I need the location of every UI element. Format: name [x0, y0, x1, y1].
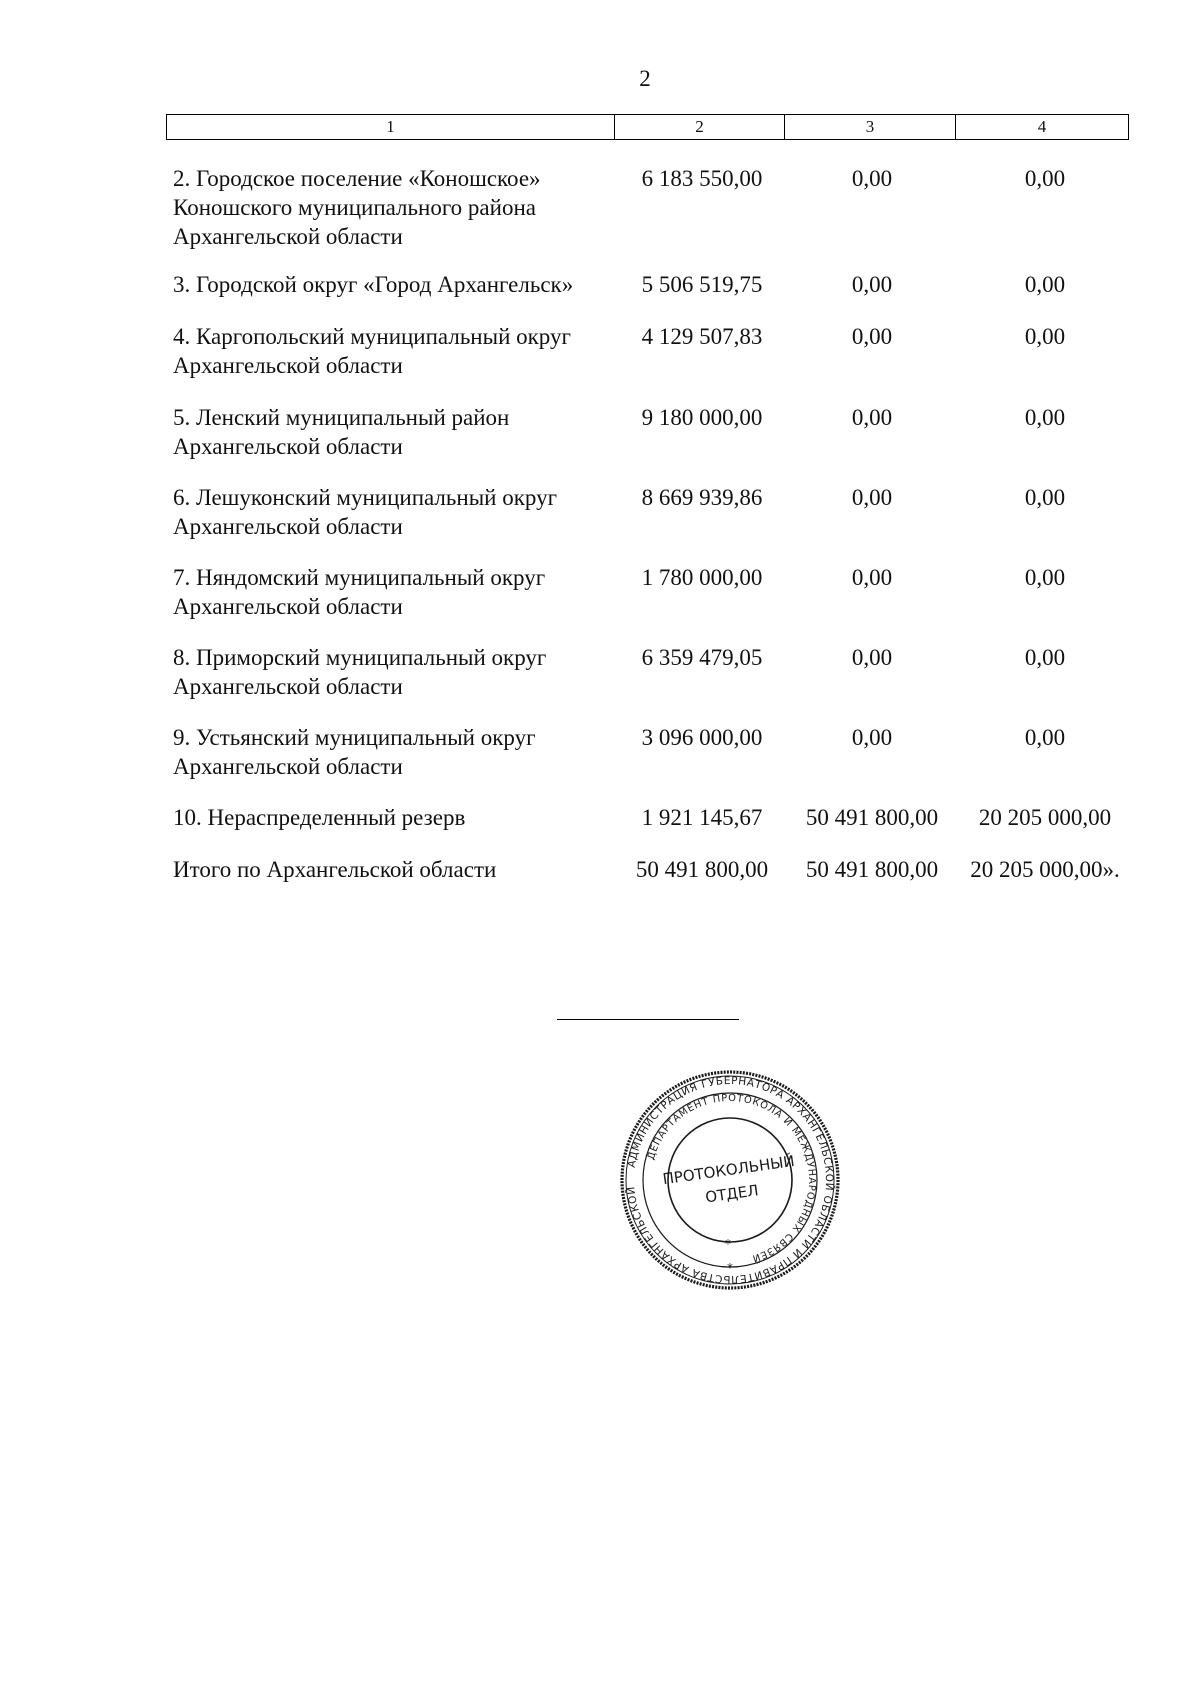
row-name-line: 6. Лешуконский муниципальный округ [173, 485, 558, 510]
row-name [173, 483, 613, 541]
row-name-line: 5. Ленский муниципальный район [173, 405, 510, 430]
row-value-col3: 50 491 800,00 [805, 857, 939, 882]
row-value-col2: 6 359 479,05 [641, 645, 763, 670]
row-value-col3: 0,00 [851, 485, 893, 510]
row-value-col2: 3 096 000,00 [641, 725, 763, 750]
column-header-1: 1 [167, 115, 615, 140]
stamp-inner-text: ДЕПАРТАМЕНТ ПРОТОКОЛА И МЕЖДУНАРОДНЫХ СВЯЗЕЙ [645, 1092, 818, 1264]
row-value-col4: 20 205 000,00 [978, 805, 1112, 830]
row-value-col2: 1 780 000,00 [641, 565, 763, 590]
row-name-line: 4. Каргопольский муниципальный округ [173, 324, 571, 349]
row-name-line: Архангельской области [173, 674, 403, 699]
row-value-col4: 0,00 [1024, 725, 1066, 750]
stamp-seal-icon [617, 1067, 843, 1293]
row-name [173, 855, 613, 884]
row-name-line: 8. Приморский муниципальный округ [173, 645, 547, 670]
row-value-col4: 0,00 [1024, 405, 1066, 430]
page-number: 2 [639, 66, 651, 91]
closing-rule [557, 1019, 739, 1020]
row-name [173, 403, 613, 461]
row-name [173, 270, 613, 299]
stamp-center-line-1: ПРОТОКОЛЬНЫЙ [661, 1151, 796, 1189]
row-name [173, 643, 613, 701]
row-value-col4: 0,00 [1024, 645, 1066, 670]
row-value-col2: 5 506 519,75 [641, 272, 763, 297]
official-stamp [617, 1067, 843, 1293]
row-value-col2: 9 180 000,00 [641, 405, 763, 430]
row-name-line: 10. Нераспределенный резерв [173, 805, 466, 830]
row-name-line: Коношского муниципального района [173, 195, 536, 220]
column-number-header [166, 114, 1129, 140]
row-value-col3: 0,00 [851, 565, 893, 590]
row-value-col2: 8 669 939,86 [641, 485, 763, 510]
row-name-line: Архангельской области [173, 353, 403, 378]
row-value-col4: 0,00 [1024, 166, 1066, 191]
row-name [173, 563, 613, 621]
row-name [173, 723, 613, 781]
row-value-col4: 0,00 [1024, 485, 1066, 510]
row-value-col2: 50 491 800,00 [635, 857, 769, 882]
stamp-star-icon: * [725, 1237, 731, 1251]
row-name-line: Архангельской области [173, 224, 403, 249]
row-value-col2: 4 129 507,83 [641, 324, 763, 349]
row-value-col2: 1 921 145,67 [641, 805, 763, 830]
row-name-line: 2. Городское поселение «Коношское» [173, 166, 541, 191]
stamp-outer-text: АДМИНИСТРАЦИЯ ГУБЕРНАТОРА АРХАНГЕЛЬСКОЙ ОБЛАСТИ И ПРАВИТЕЛЬСТВА АРХАНГЕЛЬСКОЙ [625, 1074, 836, 1286]
column-header-3: 3 [785, 115, 956, 140]
row-value-col2: 6 183 550,00 [641, 166, 763, 191]
stamp-star-icon: * [727, 1261, 733, 1275]
row-name [173, 164, 613, 251]
row-value-col3: 0,00 [851, 272, 893, 297]
column-header-2: 2 [615, 115, 785, 140]
stamp-outer-ring [622, 1072, 838, 1288]
row-value-col4: 0,00 [1024, 565, 1066, 590]
stamp-center-line-2: ОТДЕЛ [704, 1181, 760, 1207]
row-value-col4: 20 205 000,00». [970, 857, 1120, 882]
row-name [173, 803, 613, 832]
row-name-line: 3. Городской округ «Город Архангельск» [173, 272, 574, 297]
row-value-col4: 0,00 [1024, 324, 1066, 349]
row-name-line: 7. Няндомский муниципальный округ [173, 565, 546, 590]
row-name [173, 322, 613, 380]
row-name-line: Архангельской области [173, 514, 403, 539]
row-value-col3: 0,00 [851, 166, 893, 191]
row-name-line: Архангельской области [173, 754, 403, 779]
row-value-col3: 0,00 [851, 324, 893, 349]
row-value-col3: 0,00 [851, 405, 893, 430]
row-value-col4: 0,00 [1024, 272, 1066, 297]
row-value-col3: 0,00 [851, 645, 893, 670]
row-name-line: Итого по Архангельской области [173, 857, 497, 882]
row-name-line: Архангельской области [173, 594, 403, 619]
row-name-line: 9. Устьянский муниципальный округ [173, 725, 536, 750]
row-name-line: Архангельской области [173, 434, 403, 459]
row-value-col3: 0,00 [851, 725, 893, 750]
column-header-4: 4 [956, 115, 1129, 140]
row-value-col3: 50 491 800,00 [805, 805, 939, 830]
